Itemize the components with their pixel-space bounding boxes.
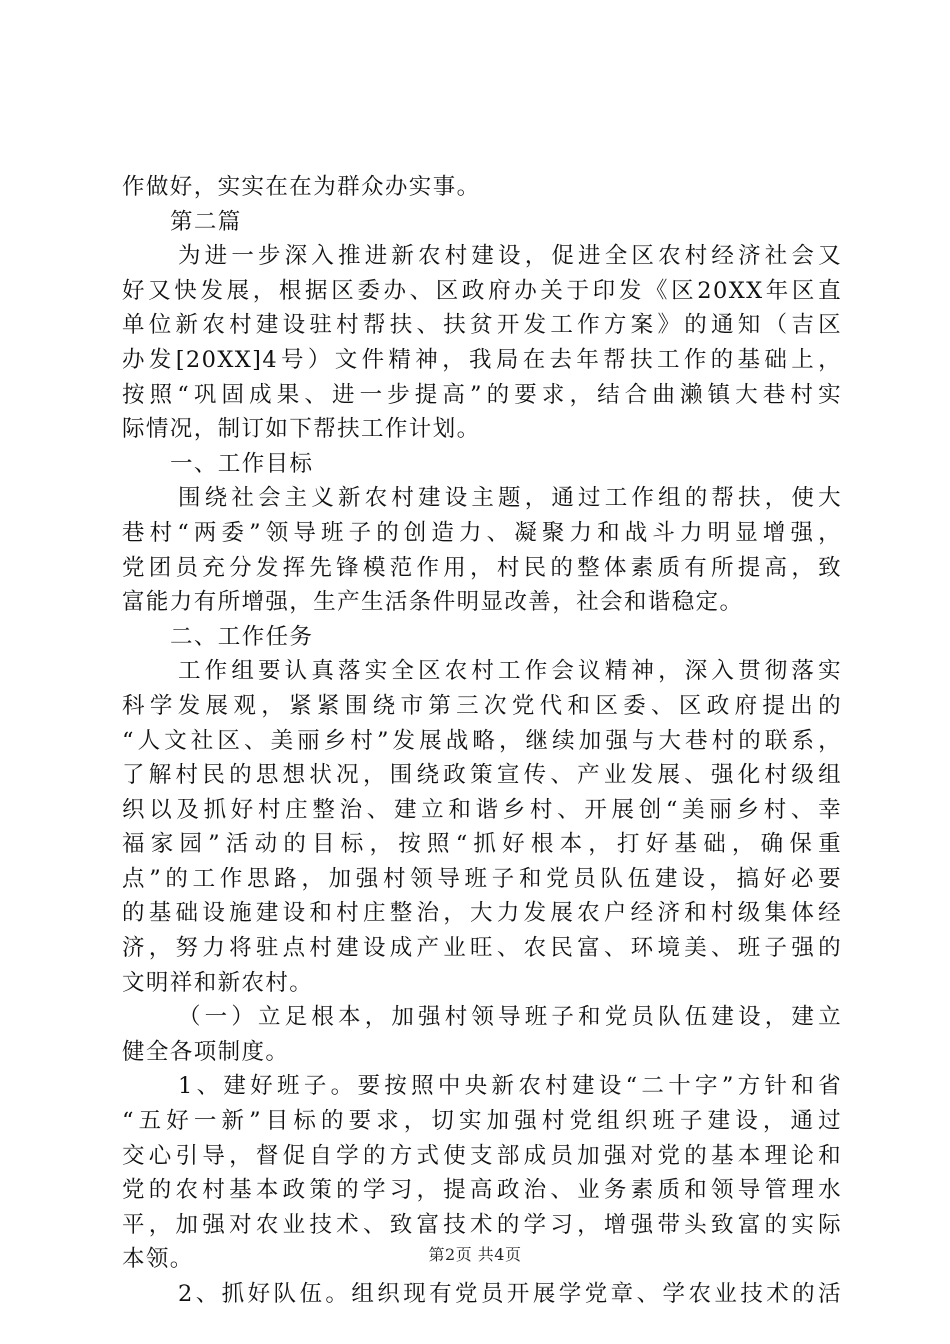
section-heading: 二、工作任务 xyxy=(170,623,314,650)
paragraph-line: 办发[20XX]4号）文件精神，我局在去年帮扶工作的基础上， xyxy=(122,346,842,373)
paragraph-line: 巷村“两委”领导班子的创造力、凝聚力和战斗力明显增强， xyxy=(122,519,842,546)
section-heading: 一、工作目标 xyxy=(170,450,314,477)
paragraph-line: 党的农村基本政策的学习，提高政治、业务素质和领导管理水 xyxy=(122,1177,842,1204)
subsection-heading: 健全各项制度。 xyxy=(122,1038,290,1065)
paragraph-line: 科学发展观，紧紧围绕市第三次党代和区委、区政府提出的 xyxy=(122,692,842,719)
paragraph-line: 为进一步深入推进新农村建设，促进全区农村经济社会又 xyxy=(178,243,842,270)
paragraph-line: 际情况，制订如下帮扶工作计划。 xyxy=(122,416,481,443)
paragraph-line: 了解村民的思想状况，围绕政策宣传、产业发展、强化村级组 xyxy=(122,762,842,789)
section-heading: 第二篇 xyxy=(170,208,242,235)
paragraph-line: 单位新农村建设驻村帮扶、扶贫开发工作方案》的通知（吉区 xyxy=(122,312,842,339)
paragraph-line: 工作组要认真落实全区农村工作会议精神，深入贯彻落实 xyxy=(178,658,842,685)
paragraph-line: 党团员充分发挥先锋模范作用，村民的整体素质有所提高，致 xyxy=(122,554,842,581)
paragraph-line: 文明祥和新农村。 xyxy=(122,969,314,996)
paragraph-line: 点”的工作思路，加强村领导班子和党员队伍建设，搞好必要 xyxy=(122,865,842,892)
paragraph-line: 好又快发展，根据区委办、区政府办关于印发《区20XX年区直 xyxy=(122,277,842,304)
paragraph-line: 围绕社会主义新农村建设主题，通过工作组的帮扶，使大 xyxy=(178,485,842,512)
paragraph-line: 织以及抓好村庄整治、建立和谐乡村、开展创“美丽乡村、幸 xyxy=(122,796,842,823)
paragraph-line: 交心引导，督促自学的方式使支部成员加强对党的基本理论和 xyxy=(122,1142,842,1169)
paragraph-line: 作做好，实实在在为群众办实事。 xyxy=(122,174,481,200)
page-number-footer: 第2页 共4页 xyxy=(428,1245,522,1264)
paragraph-line: 富能力有所增强，生产生活条件明显改善，社会和谐稳定。 xyxy=(122,589,744,616)
paragraph-line: 福家园”活动的目标，按照“抓好根本，打好基础，确保重 xyxy=(122,831,842,858)
paragraph-line: 1、建好班子。要按照中央新农村建设“二十字”方针和省 xyxy=(178,1073,842,1100)
document-body xyxy=(122,170,842,1312)
paragraph-line: 济，努力将驻点村建设成产业旺、农民富、环境美、班子强的 xyxy=(122,935,842,962)
paragraph-line: “五好一新”目标的要求，切实加强村党组织班子建设，通过 xyxy=(122,1108,842,1135)
paragraph-line: 平，加强对农业技术、致富技术的学习，增强带头致富的实际 xyxy=(122,1211,842,1238)
paragraph-line: 的基础设施建设和村庄整治，大力发展农户经济和村级集体经 xyxy=(122,900,842,927)
paragraph-line: “人文社区、美丽乡村”发展战略，继续加强与大巷村的联系， xyxy=(122,727,842,754)
paragraph-line: 2、抓好队伍。组织现有党员开展学党章、学农业技术的活 xyxy=(178,1281,842,1307)
subsection-heading: （一）立足根本，加强村领导班子和党员队伍建设，建立 xyxy=(178,1004,842,1031)
paragraph-line: 本领。 xyxy=(122,1246,194,1273)
paragraph-line: 按照“巩固成果、进一步提高”的要求，结合曲濑镇大巷村实 xyxy=(122,381,842,408)
